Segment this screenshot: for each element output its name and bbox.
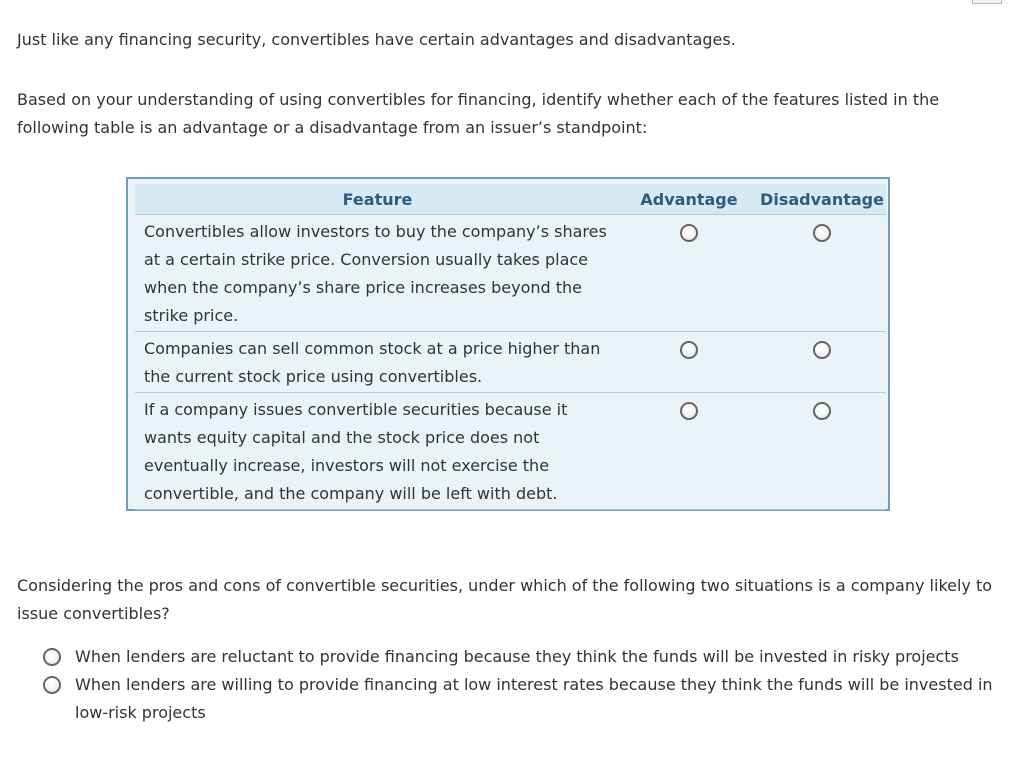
option-2-label[interactable]: When lenders are willing to provide financing at low interest rates because they think the funds will be invested in low-risk projects	[75, 675, 993, 722]
option-item[interactable]	[43, 643, 1003, 671]
question-text: Considering the pros and cons of convertible securities, under which of the following two situations is a company likely to issue convertibles?	[17, 576, 993, 623]
disadvantage-cell	[758, 215, 886, 332]
row-2-disadvantage-radio[interactable]	[813, 341, 831, 359]
table-row	[135, 332, 886, 393]
table-row	[135, 393, 886, 510]
features-table	[135, 184, 886, 510]
option-1-label[interactable]: When lenders are reluctant to provide financing because they think the funds will be invested in risky projects	[75, 647, 959, 666]
advantage-cell	[620, 332, 758, 393]
table-row	[135, 215, 886, 332]
disadvantage-cell	[758, 332, 886, 393]
row-1-advantage-radio[interactable]	[680, 224, 698, 242]
table-header-row	[135, 184, 886, 215]
header-feature: Feature	[135, 184, 620, 215]
advantage-cell	[620, 215, 758, 332]
feature-cell: Convertibles allow investors to buy the company’s shares at a certain strike price. Conversion usually takes place when the company’s share price increases beyond the strike price.	[135, 215, 620, 332]
header-advantage: Advantage	[620, 184, 758, 215]
row-3-disadvantage-radio[interactable]	[813, 402, 831, 420]
row-2-advantage-radio[interactable]	[680, 341, 698, 359]
option-2-radio[interactable]	[43, 676, 61, 694]
feature-cell: If a company issues convertible securities because it wants equity capital and the stock price does not eventually increase, investors will not exercise the convertible, and the company will be left with debt.	[135, 393, 620, 510]
answer-options	[43, 643, 1003, 727]
corner-tab	[972, 0, 1002, 4]
disadvantage-cell	[758, 393, 886, 510]
intro-text: Just like any financing security, convertibles have certain advantages and disadvantages.	[17, 30, 736, 49]
advantage-cell	[620, 393, 758, 510]
features-table-container	[126, 177, 890, 511]
instruction-text: Based on your understanding of using convertibles for financing, identify whether each of the features listed in the following table is an advantage or a disadvantage from an issuer’s standpoint:	[17, 90, 940, 137]
option-item[interactable]	[43, 671, 1003, 727]
header-disadvantage: Disadvantage	[758, 184, 886, 215]
feature-cell: Companies can sell common stock at a price higher than the current stock price using convertibles.	[135, 332, 620, 393]
option-1-radio[interactable]	[43, 648, 61, 666]
row-1-disadvantage-radio[interactable]	[813, 224, 831, 242]
row-3-advantage-radio[interactable]	[680, 402, 698, 420]
